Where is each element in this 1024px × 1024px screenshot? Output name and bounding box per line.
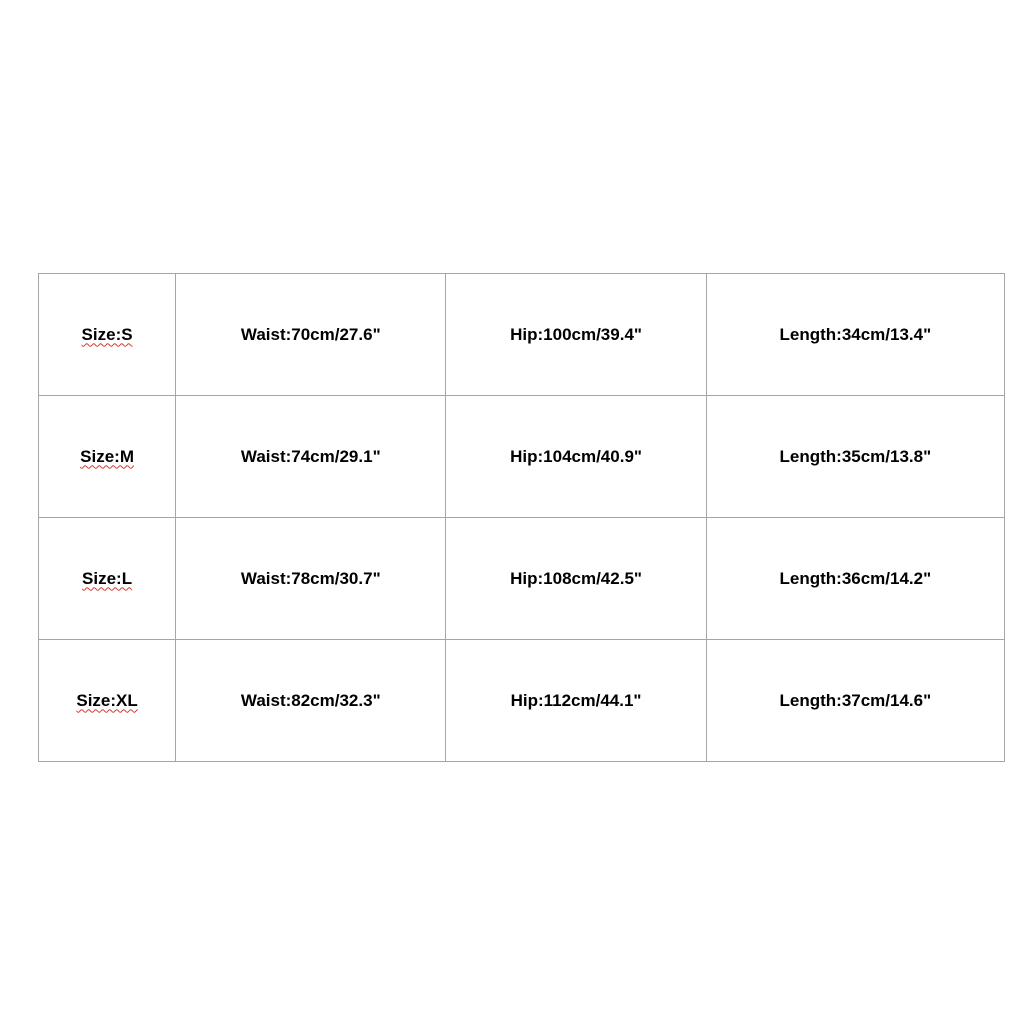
length-cell: Length:34cm/13.4" <box>706 274 1004 396</box>
hip-cell: Hip:108cm/42.5" <box>446 518 706 640</box>
size-cell <box>39 274 176 396</box>
size-label: Size:M <box>80 446 134 466</box>
hip-cell: Hip:104cm/40.9" <box>446 396 706 518</box>
waist-cell: Waist:78cm/30.7" <box>176 518 446 640</box>
table-row <box>39 640 1005 762</box>
hip-cell: Hip:100cm/39.4" <box>446 274 706 396</box>
waist-cell: Waist:70cm/27.6" <box>176 274 446 396</box>
size-cell <box>39 396 176 518</box>
length-cell: Length:35cm/13.8" <box>706 396 1004 518</box>
size-cell <box>39 640 176 762</box>
table-row <box>39 274 1005 396</box>
length-cell: Length:36cm/14.2" <box>706 518 1004 640</box>
hip-cell: Hip:112cm/44.1" <box>446 640 706 762</box>
size-label: Size:S <box>81 324 133 344</box>
table-row <box>39 518 1005 640</box>
size-label: Size:XL <box>76 690 138 710</box>
length-cell: Length:37cm/14.6" <box>706 640 1004 762</box>
waist-cell: Waist:74cm/29.1" <box>176 396 446 518</box>
size-cell <box>39 518 176 640</box>
size-label: Size:L <box>82 568 133 588</box>
table-row <box>39 396 1005 518</box>
size-chart-table <box>38 273 1005 762</box>
waist-cell: Waist:82cm/32.3" <box>176 640 446 762</box>
